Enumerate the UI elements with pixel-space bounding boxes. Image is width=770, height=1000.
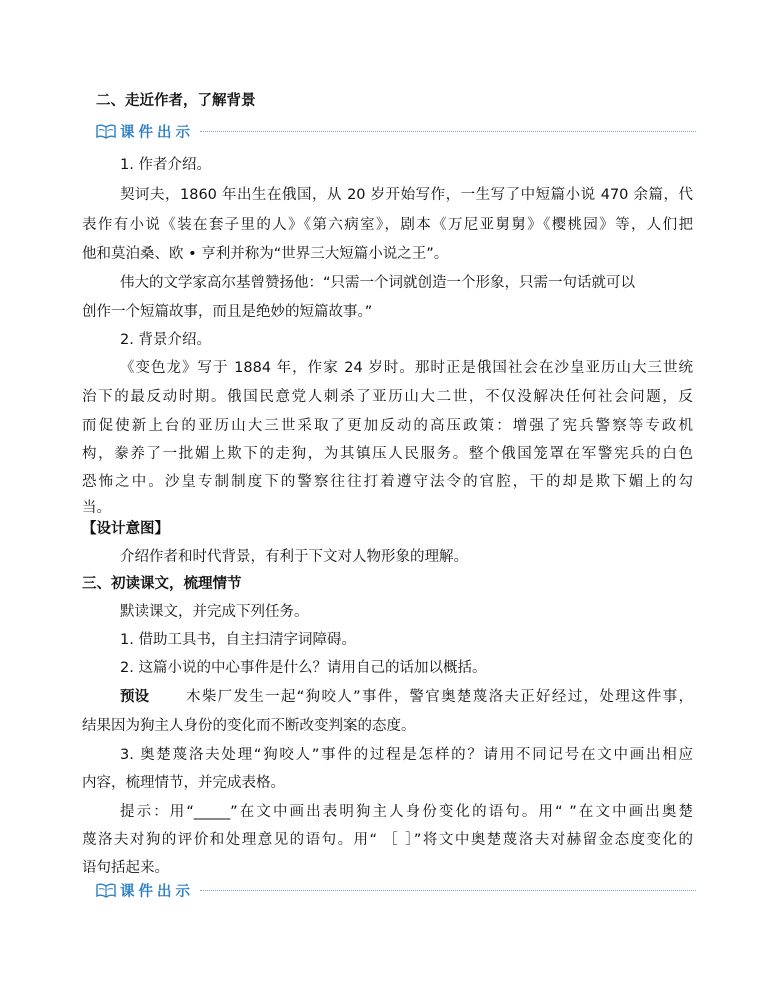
kejian-banner-2 — [96, 880, 696, 900]
background-intro-title: 2. 背景介绍。 — [120, 332, 211, 348]
design-intent-label: 【设计意图】 — [82, 521, 169, 537]
author-intro-title: 1. 作者介绍。 — [120, 157, 211, 173]
author-paragraph-2-line-1: 伟大的文学家高尔基曾赞扬他：“只需一个词就创造一个形象，只需一句话就可以 — [120, 275, 636, 291]
background-line-1: 《变色龙》写于 1884 年，作家 24 岁时。那时正是俄国社会在沙皇亚历山大三世统 — [120, 360, 693, 376]
task-intro: 默读课文，并完成下列任务。 — [120, 604, 309, 620]
author-paragraph-1-line-3: 他和莫泊桑、欧 • 亨利并称为“世界三大短篇小说之王”。 — [82, 246, 449, 262]
section-heading-3: 三、初读课文，梳理情节 — [82, 576, 242, 592]
task-3-line-2: 内容，梳理情节，并完成表格。 — [82, 775, 285, 791]
background-line-3: 而促使新上台的亚历山大三世采取了更加反动的高压政策：增强了宪兵警察等专政机 — [82, 418, 693, 434]
dotted-divider — [200, 131, 696, 132]
book-icon — [96, 123, 116, 139]
hint-line-1: 提示：用“_____”在文中画出表明狗主人身份变化的语句。用“ ”在文中画出奥楚 — [120, 804, 693, 820]
book-icon — [96, 882, 116, 898]
design-intent-text: 介绍作者和时代背景，有利于下文对人物形象的理解。 — [120, 549, 468, 565]
author-paragraph-2-line-2: 创作一个短篇故事，而且是绝妙的短篇故事。” — [82, 304, 373, 320]
task-3-line-1: 3. 奥楚蔑洛夫处理“狗咬人”事件的过程是怎样的？请用不同记号在文中画出相应 — [120, 747, 693, 763]
author-paragraph-1-line-2: 表作有小说《装在套子里的人》《第六病室》，剧本《万尼亚舅舅》《樱桃园》等，人们把 — [82, 217, 693, 233]
background-line-6: 当。 — [82, 500, 111, 516]
author-paragraph-1-line-1: 契诃夫，1860 年出生在俄国，从 20 岁开始写作，一生写了中短篇小说 470 余篇，代 — [120, 187, 693, 203]
preset-label: 预设 — [120, 689, 149, 705]
dotted-divider — [200, 890, 696, 891]
kejian-label: 课件出示 — [120, 883, 194, 900]
hint-line-3: 语句括起来。 — [82, 860, 169, 876]
background-line-4: 构，豢养了一批媚上欺下的走狗，为其镇压人民服务。整个俄国笼罩在军警宪兵的白色 — [82, 446, 693, 462]
background-line-5: 恐怖之中。沙皇专制制度下的警察往往打着遵守法令的官腔，干的却是欺下媚上的勾 — [82, 474, 693, 490]
preset-line-1: 木柴厂发生一起“狗咬人”事件，警官奥楚蔑洛夫正好经过，处理这件事， — [186, 689, 693, 705]
task-1: 1. 借助工具书，自主扫清字词障碍。 — [120, 632, 356, 648]
kejian-banner-1 — [96, 121, 696, 141]
hint-line-2: 蔑洛夫对狗的评价和处理意见的语句。用“ ［ ］”将文中奥楚蔑洛夫对赫留金态度变化的 — [82, 832, 693, 848]
task-2: 2. 这篇小说的中心事件是什么？请用自己的话加以概括。 — [120, 660, 487, 676]
kejian-label: 课件出示 — [120, 124, 194, 141]
preset-line-2: 结果因为狗主人身份的变化而不断改变判案的态度。 — [82, 718, 416, 734]
background-line-2: 治下的最反动时期。俄国民意党人刺杀了亚历山大二世，不仅没解决任何社会问题，反 — [82, 389, 693, 405]
section-heading-2: 二、走近作者，了解背景 — [96, 93, 256, 109]
